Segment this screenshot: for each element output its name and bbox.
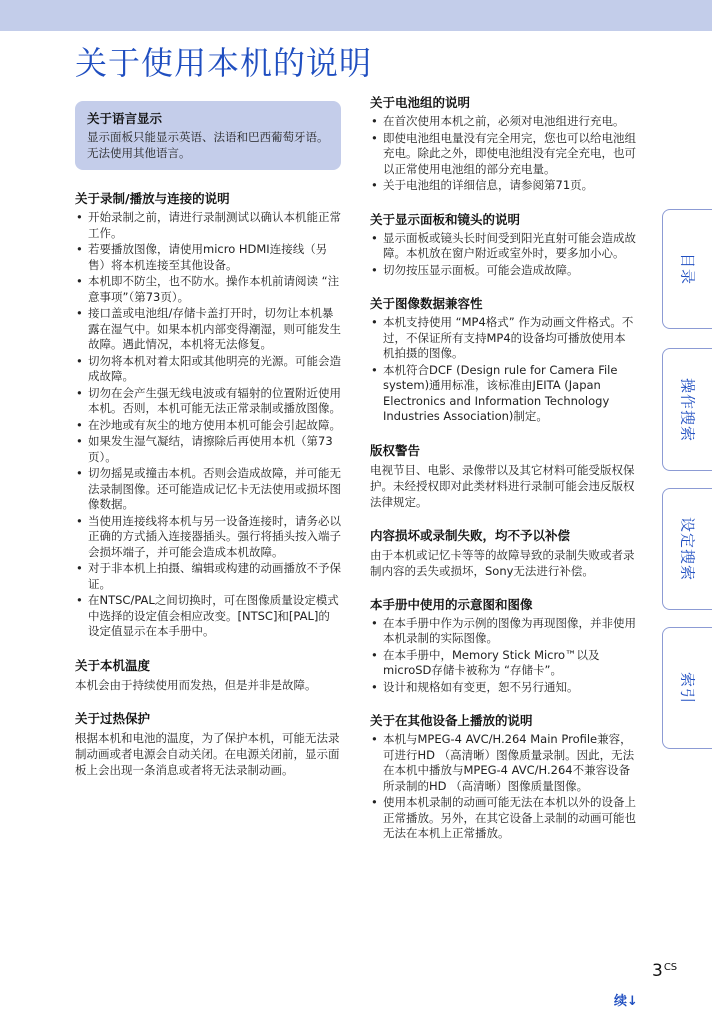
list-item: • 切勿在会产生强无线电波或有辐射的位置附近使用本机。否则，本机可能无法正常录制或播放图像。 bbox=[75, 386, 341, 417]
section-recording-playback bbox=[75, 190, 341, 640]
section-battery bbox=[370, 94, 636, 194]
tab-operation-search[interactable] bbox=[662, 348, 712, 471]
section-heading: 关于过热保护 bbox=[75, 710, 151, 726]
section-heading: 版权警告 bbox=[370, 442, 421, 458]
section-heading: 关于图像数据兼容性 bbox=[370, 296, 483, 311]
section-heading: 本手册中使用的示意图和图像 bbox=[370, 596, 533, 612]
bullet-list bbox=[75, 210, 341, 640]
section-text: 本机会由于持续使用而发热，但是并非是故障。 bbox=[75, 677, 317, 692]
tab-settings-search[interactable] bbox=[662, 488, 712, 610]
section-copyright bbox=[370, 442, 636, 510]
list-item: • 在沙地或有灰尘的地方使用本机可能会引起故障。 bbox=[75, 418, 341, 434]
list-item: • 对于非本机上拍摄、编辑或构建的动画播放不予保证。 bbox=[75, 561, 341, 592]
section-no-compensation bbox=[370, 527, 636, 579]
list-item: • 本机支持使用 “MP4格式” 作为动画文件格式。不过，不保证所有支持MP4的设备均可播放使用本机拍摄的图像。 bbox=[370, 315, 636, 362]
section-temperature bbox=[75, 657, 341, 693]
bullet-list bbox=[370, 231, 636, 279]
list-item: • 开始录制之前，请进行录制测试以确认本机能正常工作。 bbox=[75, 210, 341, 241]
language-info-heading: 关于语言显示 bbox=[87, 111, 163, 126]
section-heading: 内容损坏或录制失败，均不予以补偿 bbox=[370, 527, 571, 543]
language-info-text: 显示面板只能显示英语、法语和巴西葡萄牙语。无法使用其他语言。 bbox=[87, 130, 329, 160]
list-item: • 本机符合DCF (Design rule for Camera File system)通用标准，该标准由JEITA (Japan Electronics and Information Technology Industries Association)制定。 bbox=[370, 363, 636, 425]
section-compatibility bbox=[370, 295, 636, 425]
list-item: • 显示面板或镜头长时间受到阳光直射可能会造成故障。本机放在窗户附近或室外时，要多加小心。 bbox=[370, 231, 636, 262]
section-overheat bbox=[75, 710, 341, 778]
section-text: 由于本机或记忆卡等等的故障导致的录制失败或者录制内容的丢失或损坏，Sony无法进行补偿。 bbox=[370, 547, 635, 578]
list-item: • 在本手册中，Memory Stick Micro™以及microSD存储卡被称为 “存储卡”。 bbox=[370, 648, 636, 679]
right-column bbox=[370, 94, 636, 859]
section-heading: 关于在其他设备上播放的说明 bbox=[370, 713, 533, 728]
page-number bbox=[652, 961, 677, 981]
section-heading: 关于电池组的说明 bbox=[370, 95, 471, 110]
tab-contents[interactable] bbox=[662, 209, 712, 329]
list-item: • 切勿摇晃或撞击本机。否则会造成故障，并可能无法录制图像。还可能造成记忆卡无法使用或损坏图像数据。 bbox=[75, 466, 341, 513]
section-other-devices bbox=[370, 712, 636, 842]
section-heading: 关于录制/播放与连接的说明 bbox=[75, 191, 230, 206]
list-item: • 在本手册中作为示例的图像为再现图像，并非使用本机录制的实际图像。 bbox=[370, 616, 636, 647]
tab-label: 索引 bbox=[678, 671, 696, 705]
section-heading: 关于本机温度 bbox=[75, 657, 151, 673]
bullet-list bbox=[370, 616, 636, 696]
list-item: • 切勿将本机对着太阳或其他明亮的光源。可能会造成故障。 bbox=[75, 354, 341, 385]
tab-index[interactable] bbox=[662, 627, 712, 749]
list-item: • 即使电池组电量没有完全用完，您也可以给电池组充电。除此之外，即使电池组没有完全充电，也可以正常使用电池组的部分充电量。 bbox=[370, 131, 636, 178]
continued-link[interactable]: 续↓ bbox=[614, 994, 638, 1009]
list-item: • 在首次使用本机之前，必须对电池组进行充电。 bbox=[370, 114, 636, 130]
section-illustrations bbox=[370, 596, 636, 696]
language-info-box bbox=[75, 101, 341, 170]
page-number-suffix: CS bbox=[663, 962, 678, 973]
list-item: • 设计和规格如有变更，恕不另行通知。 bbox=[370, 680, 636, 696]
list-item: • 本机即不防尘，也不防水。操作本机前请阅读 “注意事项”（第73页）。 bbox=[75, 274, 341, 305]
bullet-list bbox=[370, 315, 636, 425]
list-item: • 关于电池组的详细信息，请参阅第71页。 bbox=[370, 178, 636, 194]
list-item: • 当使用连接线将本机与另一设备连接时，请务必以正确的方式插入连接器插头。强行将插头按入端子会损坏端子，并可能会造成本机故障。 bbox=[75, 514, 341, 561]
list-item: • 切勿按压显示面板。可能会造成故障。 bbox=[370, 263, 636, 279]
tab-label: 操作搜索 bbox=[678, 377, 696, 442]
list-item: • 在NTSC/PAL之间切换时，可在图像质量设定模式中选择的设定值会相应改变。[NTSC]和[PAL]的设定值显示在本手册中。 bbox=[75, 593, 341, 640]
left-column bbox=[75, 101, 341, 795]
tab-label: 目录 bbox=[678, 252, 696, 286]
list-item: • 本机与MPEG-4 AVC/H.264 Main Profile兼容，可进行HD （高清晰）图像质量录制。因此，无法在本机中播放与MPEG-4 AVC/H.264不兼容设备所录制的HD （高清晰）图像质量图像。 bbox=[370, 732, 636, 794]
list-item: • 如果发生湿气凝结，请擦除后再使用本机（第73页）。 bbox=[75, 434, 341, 465]
section-text: 电视节目、电影、录像带以及其它材料可能受版权保护。未经授权即对此类材料进行录制可能会违反版权法律规定。 bbox=[370, 462, 635, 509]
header-band bbox=[0, 0, 712, 31]
tab-label: 设定搜索 bbox=[678, 516, 696, 582]
section-text: 根据本机和电池的温度，为了保护本机，可能无法录制动画或者电源会自动关闭。在电源关闭前，显示面板上会出现一条消息或者将无法录制动画。 bbox=[75, 730, 340, 777]
page-title: 关于使用本机的说明 bbox=[75, 44, 373, 82]
list-item: • 使用本机录制的动画可能无法在本机以外的设备上正常播放。另外，在其它设备上录制的动画可能也无法在本机上正常播放。 bbox=[370, 795, 636, 842]
bullet-list bbox=[370, 114, 636, 194]
bullet-list bbox=[370, 732, 636, 842]
section-heading: 关于显示面板和镜头的说明 bbox=[370, 211, 521, 227]
list-item: • 若要播放图像，请使用micro HDMI连接线（另售）将本机连接至其他设备。 bbox=[75, 242, 341, 273]
section-display-lens bbox=[370, 211, 636, 279]
list-item: • 接口盖或电池组/存储卡盖打开时，切勿让本机暴露在湿气中。如果本机内部变得潮湿，则可能发生故障。遇此情况，本机将无法修复。 bbox=[75, 306, 341, 353]
page-number-value: 3 bbox=[652, 961, 663, 981]
